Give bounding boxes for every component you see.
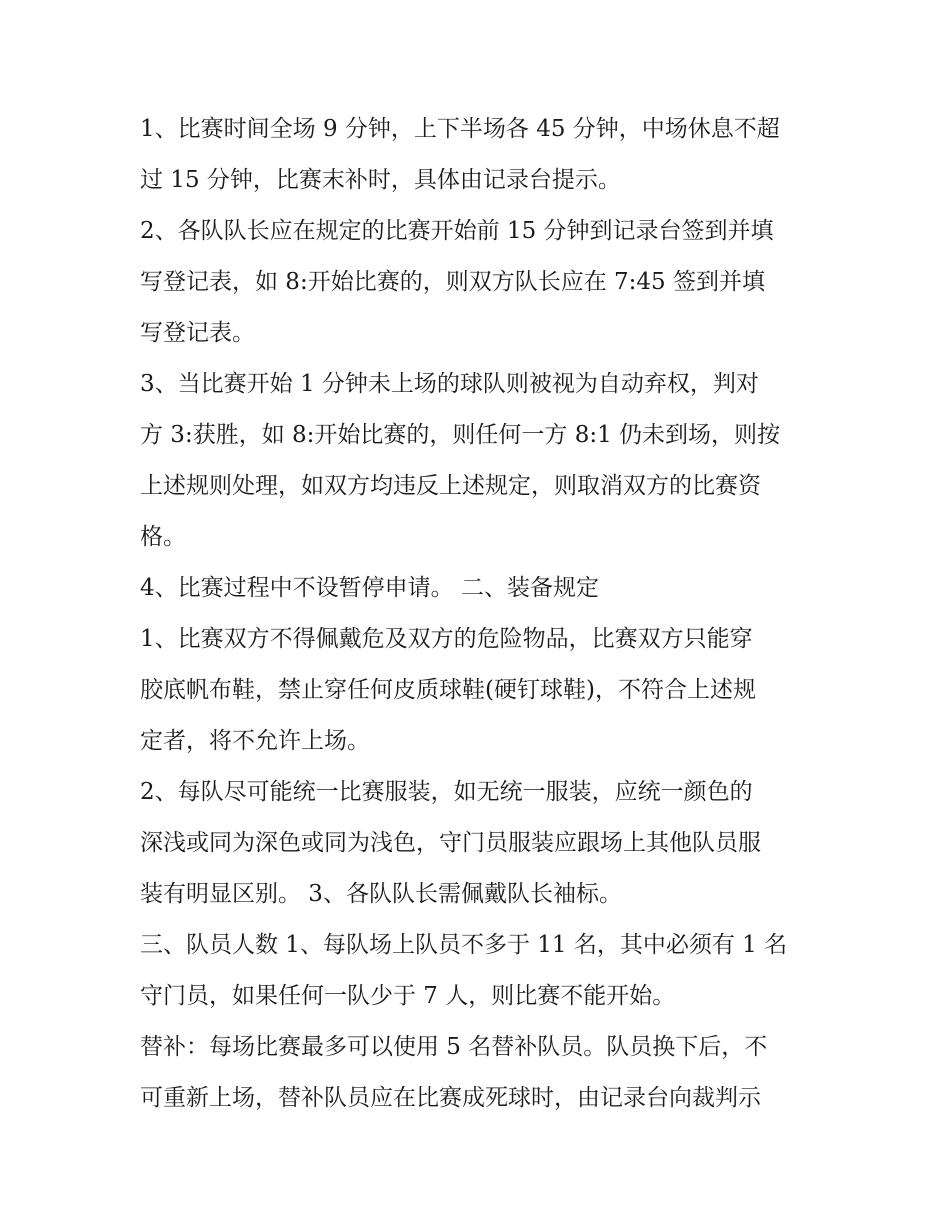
text-line: 方 3:获胜，如 8:开始比赛的，则任何一方 8:1 仍未到场，则按 bbox=[140, 422, 781, 448]
paragraph-6 bbox=[140, 767, 820, 920]
text-line: 装有明显区别。 3、各队队长需佩戴队长袖标。 bbox=[140, 881, 622, 907]
text-line: 可重新上场，替补队员应在比赛成死球时，由记录台向裁判示 bbox=[140, 1085, 761, 1111]
text-line: 2、各队队长应在规定的比赛开始前 15 分钟到记录台签到并填 bbox=[140, 218, 774, 244]
text-line: 定者，将不允许上场。 bbox=[140, 728, 370, 754]
text-line: 胶底帆布鞋，禁止穿任何皮质球鞋(硬钉球鞋)，不符合上述规 bbox=[140, 677, 756, 703]
paragraph-2 bbox=[140, 206, 820, 359]
text-line: 3、当比赛开始 1 分钟未上场的球队则被视为自动弃权，判对 bbox=[140, 371, 759, 397]
paragraph-5 bbox=[140, 614, 820, 767]
text-line: 上述规则处理，如双方均违反上述规定，则取消双方的比赛资 bbox=[140, 473, 761, 499]
paragraph-7 bbox=[140, 920, 820, 1022]
paragraph-8 bbox=[140, 1022, 820, 1124]
text-line: 2、每队尽可能统一比赛服装，如无统一服装，应统一颜色的 bbox=[140, 779, 753, 805]
text-line: 格。 bbox=[140, 524, 186, 550]
text-line: 1、比赛双方不得佩戴危及双方的危险物品，比赛双方只能穿 bbox=[140, 626, 753, 652]
text-line: 4、比赛过程中不设暂停申请。 二、装备规定 bbox=[140, 575, 599, 601]
text-line: 深浅或同为深色或同为浅色，守门员服装应跟场上其他队员服 bbox=[140, 830, 761, 856]
text-line: 守门员，如果任何一队少于 7 人，则比赛不能开始。 bbox=[140, 983, 676, 1009]
document-body bbox=[140, 104, 820, 1124]
paragraph-4 bbox=[140, 563, 820, 614]
paragraph-1 bbox=[140, 104, 820, 206]
text-line: 过 15 分钟，比赛末补时，具体由记录台提示。 bbox=[140, 167, 621, 193]
text-line: 替补：每场比赛最多可以使用 5 名替补队员。队员换下后，不 bbox=[140, 1034, 768, 1060]
text-line: 1、比赛时间全场 9 分钟，上下半场各 45 分钟，中场休息不超 bbox=[140, 116, 780, 142]
text-line: 写登记表，如 8:开始比赛的，则双方队长应在 7:45 签到并填 bbox=[140, 269, 765, 295]
text-line: 写登记表。 bbox=[140, 320, 255, 346]
text-line: 三、队员人数 1、每队场上队员不多于 11 名，其中必须有 1 名 bbox=[140, 932, 788, 958]
paragraph-3 bbox=[140, 359, 820, 563]
